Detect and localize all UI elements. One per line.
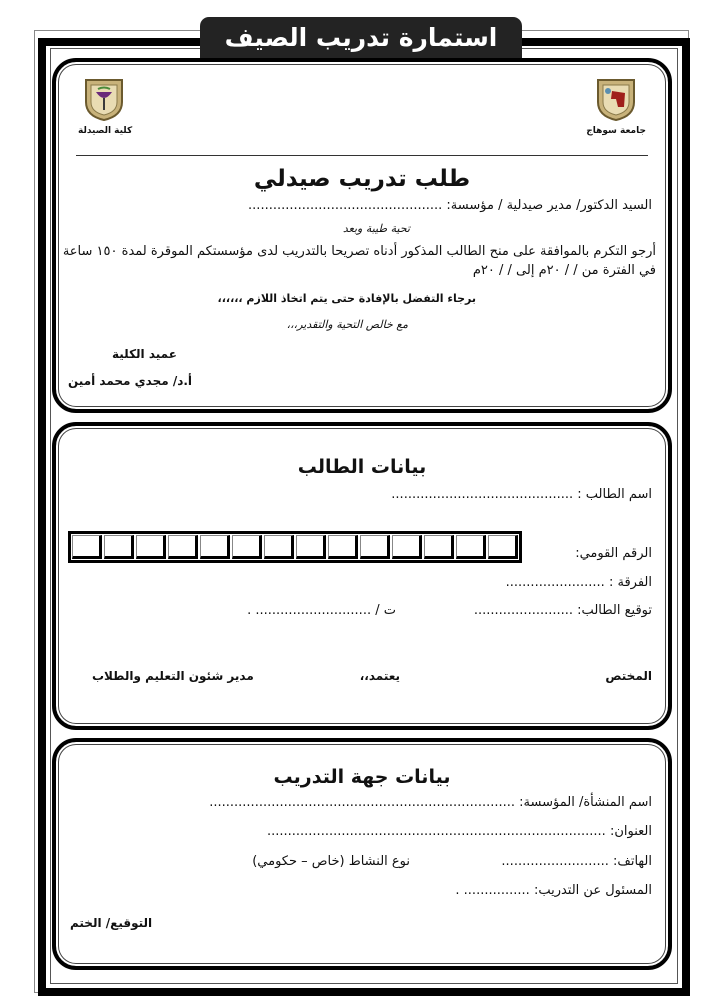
addressee-field[interactable]: ............................................... — [248, 198, 443, 213]
national-id-digit-box[interactable] — [488, 535, 518, 559]
training-site-section — [52, 738, 672, 970]
activity-type[interactable]: نوع النشاط (خاص – حكومي) — [252, 854, 410, 869]
student-name-field[interactable]: ............................................ — [391, 487, 574, 502]
facility-row — [209, 795, 652, 810]
closing: مع خالص التحية والتقدير،،، — [286, 318, 408, 331]
level-field[interactable]: ........................ — [505, 575, 605, 590]
national-id-grid[interactable] — [68, 531, 522, 563]
student-signature-label: توقيع الطالب: — [577, 603, 652, 618]
level-label: الفرقة : — [608, 575, 652, 590]
dean-name: أ.د/ مجدي محمد أمين — [68, 374, 193, 388]
national-id-label: الرقم القومي: — [575, 546, 652, 561]
student-phone-label: ت / — [375, 603, 396, 618]
address-field[interactable]: .................................................................................. — [266, 824, 606, 839]
faculty-name: كلية الصيدلة — [78, 126, 133, 136]
director-label: مدير شئون التعليم والطلاب — [92, 669, 254, 683]
student-name-label: اسم الطالب : — [577, 487, 652, 502]
national-id-digit-box[interactable] — [136, 535, 166, 559]
dean-title: عميد الكلية — [112, 347, 177, 361]
form-title: استمارة تدريب الصيف — [200, 17, 522, 58]
student-section — [52, 422, 672, 730]
national-id-digit-box[interactable] — [328, 535, 358, 559]
address-label: العنوان: — [609, 824, 652, 839]
student-signature-row — [474, 603, 652, 618]
national-id-digit-box[interactable] — [424, 535, 454, 559]
faculty-logo-icon — [80, 74, 128, 122]
national-id-digit-box[interactable] — [104, 535, 134, 559]
request-heading: طلب تدريب صيدلي — [253, 166, 471, 192]
student-heading: بيانات الطالب — [297, 456, 427, 478]
national-id-digit-box[interactable] — [456, 535, 486, 559]
facility-label: اسم المنشأة/ المؤسسة: — [519, 795, 652, 810]
student-phone-row — [247, 603, 396, 618]
student-signature-field[interactable]: ........................ — [473, 603, 574, 618]
national-id-digit-box[interactable] — [264, 535, 294, 559]
header-divider — [76, 155, 648, 156]
site-phone-field[interactable]: .......................... — [501, 854, 609, 869]
supervisor-field[interactable]: ................ . — [455, 883, 530, 898]
national-id-digit-box[interactable] — [392, 535, 422, 559]
site-phone-label: الهاتف: — [613, 854, 652, 869]
addressee-label: السيد الدكتور/ مدير صيدلية / مؤسسة: — [446, 198, 652, 213]
level-row — [506, 575, 652, 590]
university-logo-icon — [592, 74, 640, 122]
facility-field[interactable]: .......................................................................... — [209, 795, 516, 810]
student-name-row — [391, 487, 652, 502]
greeting: تحية طيبة وبعد — [342, 222, 410, 235]
supervisor-label: المسئول عن التدريب: — [533, 883, 652, 898]
site-phone-row — [501, 854, 652, 869]
training-site-heading: بيانات جهة التدريب — [273, 766, 451, 788]
request-note: برجاء التفضل بالإفادة حتى يتم اتخاذ اللازم ،،،،،، — [217, 292, 476, 305]
national-id-digit-box[interactable] — [72, 535, 102, 559]
national-id-digit-box[interactable] — [296, 535, 326, 559]
request-body-line1: أرجو التكرم بالموافقة على منح الطالب المذكور أدناه تصريحا بالتدريب لدى مؤسستكم الموقرة لمدة ١٥٠ ساعة — [62, 244, 656, 259]
national-id-digit-box[interactable] — [360, 535, 390, 559]
specialist-label: المختص — [605, 669, 652, 683]
addressee-line — [248, 198, 652, 213]
national-id-digit-box[interactable] — [200, 535, 230, 559]
student-phone-field[interactable]: ............................ . — [247, 603, 372, 618]
request-period-line[interactable]: في الفترة من / / ٢٠م إلى / / ٢٠م — [472, 263, 656, 278]
national-id-digit-box[interactable] — [168, 535, 198, 559]
signature-stamp-label: التوقيع/ الختم — [70, 916, 153, 930]
supervisor-row — [455, 883, 652, 898]
university-name: جامعة سوهاج — [586, 126, 646, 136]
approval-label: يعتمد،، — [359, 669, 400, 683]
address-row — [267, 824, 652, 839]
national-id-digit-box[interactable] — [232, 535, 262, 559]
request-section — [52, 58, 672, 413]
